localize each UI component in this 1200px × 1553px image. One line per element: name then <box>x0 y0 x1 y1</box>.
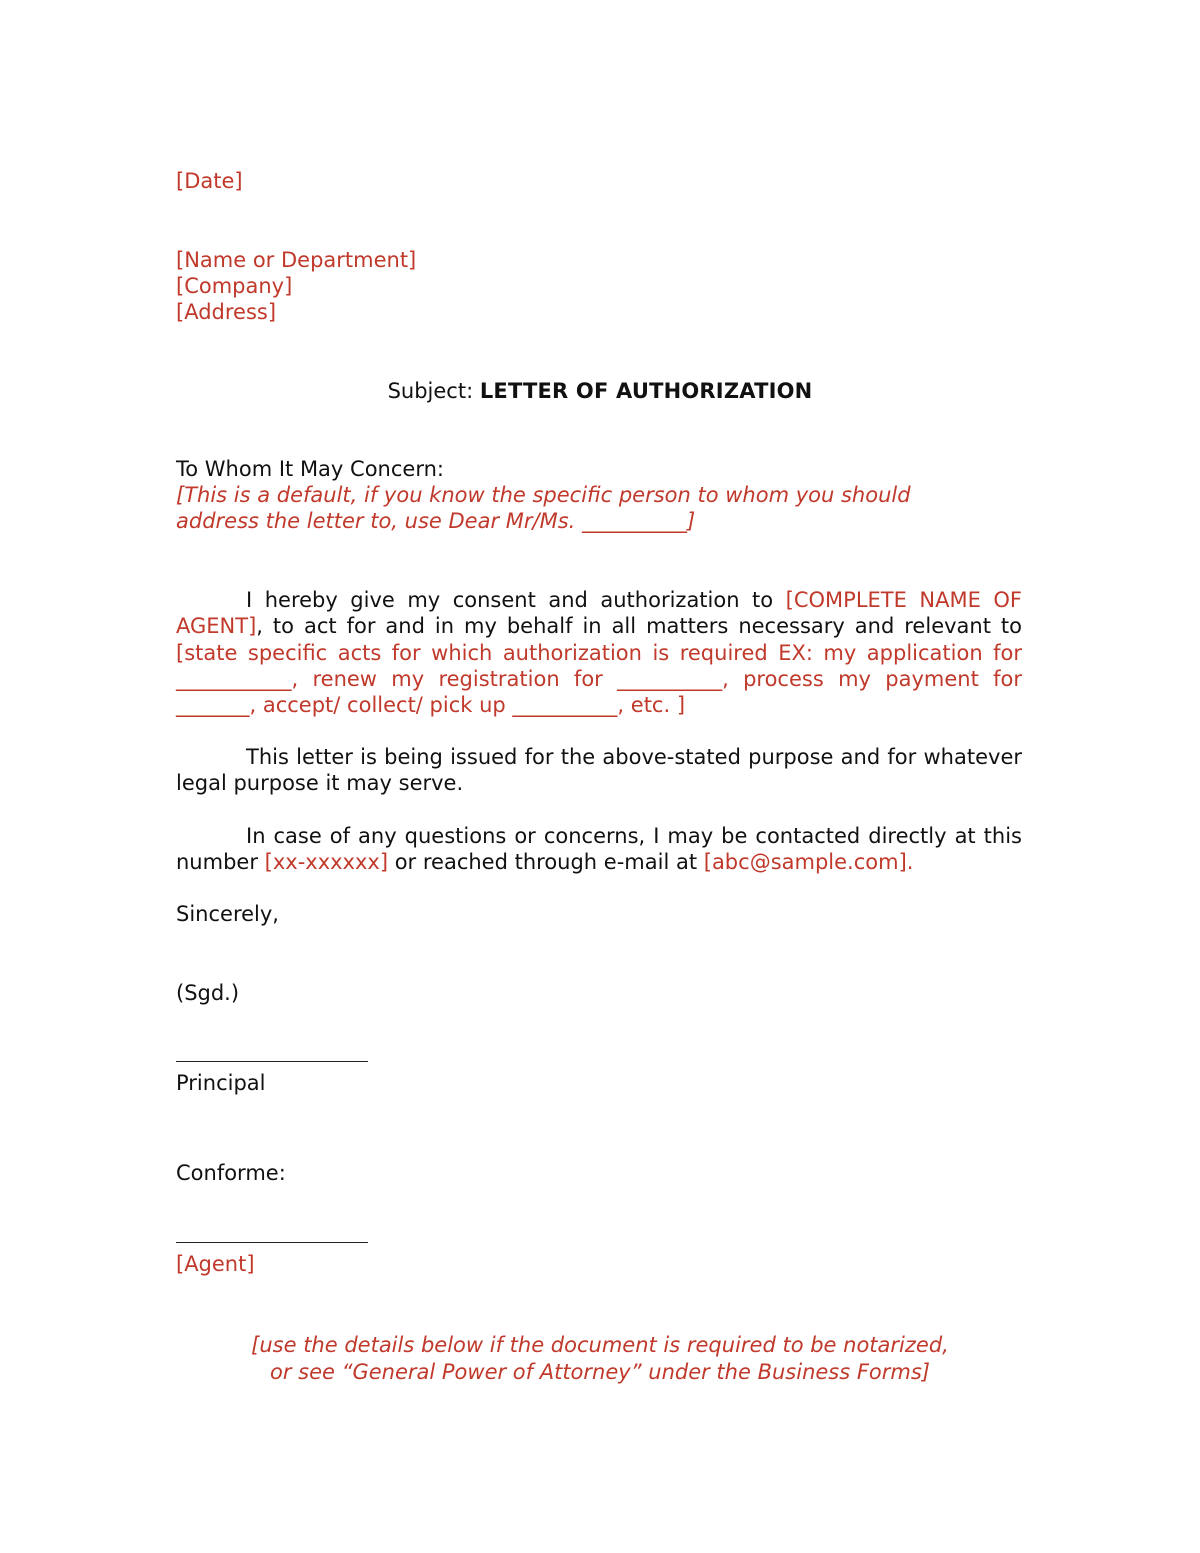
notarization-note-line1: [use the details below if the document is required to be notarized, <box>251 1333 949 1357</box>
recipient-address-placeholder: [Address] <box>176 300 277 324</box>
subject-title: LETTER OF AUTHORIZATION <box>479 379 813 403</box>
signed-mark: (Sgd.) <box>176 981 240 1005</box>
salutation-note-line1: [This is a default, if you know the specific person to whom you should <box>176 483 911 507</box>
principal-label: Principal <box>176 1071 266 1095</box>
purpose-paragraph: This letter is being issued for the above-stated purpose and for whatever legal purpose it may serve. <box>176 745 1022 796</box>
recipient-company-placeholder: [Company] <box>176 274 293 298</box>
closing-sincerely: Sincerely, <box>176 902 279 926</box>
notarization-note-line2: or see “General Power of Attorney” under the Business Forms] <box>269 1360 931 1384</box>
authorization-text-b: , to act for and in my behalf in all matters necessary and relevant to <box>256 614 1022 639</box>
date-placeholder: [Date] <box>176 169 243 193</box>
agent-name-placeholder: [COMPLETE NAME OF AGENT] <box>176 588 1022 639</box>
authorization-text-a: I hereby give my consent and authorization to <box>246 588 786 612</box>
recipient-name-placeholder: [Name or Department] <box>176 248 417 272</box>
specific-acts-placeholder: [state specific acts for which authorization is required EX: my application for ___________, renew my registration for __________, process my payment for _______, accept/ collect/ pick up __________, etc. ] <box>176 640 1022 718</box>
subject-line <box>0 378 1200 404</box>
salutation: To Whom It May Concern: <box>176 457 444 481</box>
principal-signature-line <box>176 1061 368 1062</box>
contact-text-b: or reached through e-mail at <box>388 850 704 875</box>
phone-placeholder: [xx-xxxxxx] <box>264 850 389 875</box>
contact-paragraph <box>176 823 1022 876</box>
contact-text-a: In case of any questions or concerns, I may be contacted directly at this number <box>176 824 1022 875</box>
authorization-paragraph <box>176 587 1022 718</box>
agent-signature-line <box>176 1242 368 1243</box>
salutation-note-line2: address the letter to, use Dear Mr/Ms. __________] <box>176 509 696 533</box>
subject-label: Subject: <box>387 379 480 403</box>
agent-placeholder: [Agent] <box>176 1252 255 1276</box>
conforme-label: Conforme: <box>176 1161 286 1185</box>
email-placeholder: [abc@sample.com]. <box>703 850 914 875</box>
